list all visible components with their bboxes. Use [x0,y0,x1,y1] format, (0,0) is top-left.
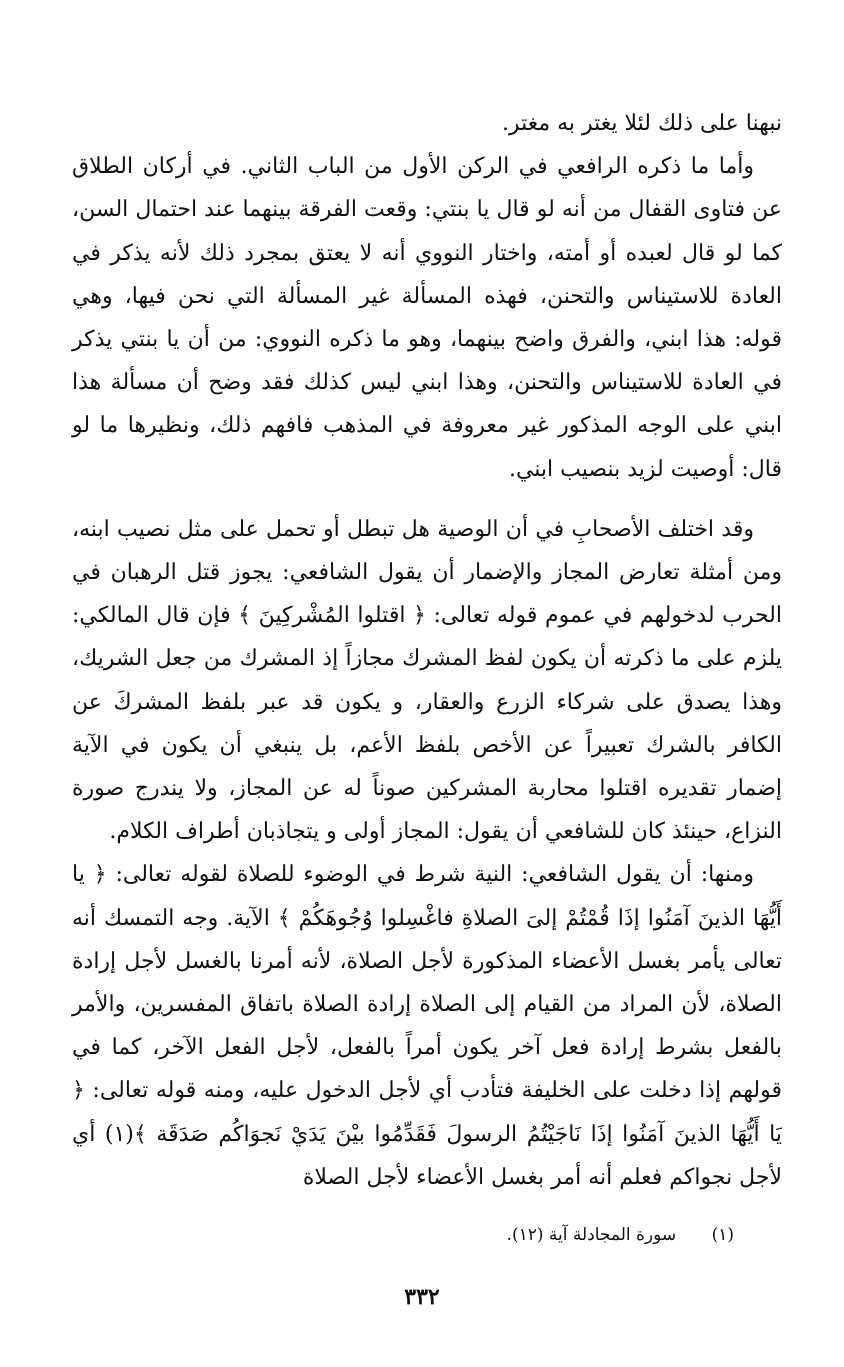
footnote-number: (١) [711,1225,734,1245]
page-body [72,102,782,1199]
paragraph-majaz-idmar: وقد اختلف الأصحابِ في أن الوصية هل تبطل أو تحمل على مثل نصيب ابنه، ومن أمثلة تعارض المجاز والإضمار أن يقول الشافعي: يجوز قتل الرهبان في الحرب لدخولهم في عموم قوله تعالى: ﴿ اقتلوا المُشْركِينَ ﴾ فإن قال المالكي: يلزم على ما ذكرته أن يكون لفظ المشرك مجازاً إذ المشرك من جعل الشريك، وهذا يصدق على شركاء الزرع والعقار، و يكون قد عبر بلفظ المشركَ عن الكافر بالشرك تعبيراً عن الأخص بلفظ الأعم، بل ينبغي أن يكون في الآية إضمار تقديره اقتلوا محاربة المشركين صوناً له عن المجاز، ولا يندرج صورة النزاع، حينئذ كان للشافعي أن يقول: المجاز أولى و يتجاذبان أطراف الكلام. [72,516,782,845]
footnote-text: سورة المجادلة آية (١٢). [506,1225,677,1245]
paragraph-rafii: وأما ما ذكره الرافعي في الركن الأول من الباب الثاني. في أركان الطلاق عن فتاوى القفال من أنه لو قال يا بنتي: وقعت الفرقة بينهما عند احتمال السن، كما لو قال لعبده أو أمته، واختار النووي أنه لا يعتق بمجرد ذلك لأنه يذكر في العادة للاستيناس والتحنن، فهذه المسألة غير المسألة التي نحن فيها، وهي قوله: هذا ابني، والفرق واضح بينهما، وهو ما ذكره النووي: من أن يا بنتي يذكر في العادة للاستيناس والتحنن، وهذا ابني ليس كذلك فقد وضح أن مسألة هذا ابني على الوجه المذكور غير معروفة في المذهب فافهم ذلك، ونظيرها ما لو قال: أوصيت لزيد بنصيب ابني. [72,154,782,482]
paragraph-niyya-wudu: ومنها: أن يقول الشافعي: النية شرط في الوضوء للصلاة لقوله تعالى: ﴿ يا أَيُّهَا الذينَ آمَنُوا إذَا قُمْتُمْ إلىَ الصلاةِ فاغْسِلوا وُجُوهَكُمْ ﴾ الآية. وجه التمسك أنه تعالى يأمر بغسل الأعضاء المذكورة لأجل الصلاة، لأنه أمرنا بالغسل لأجل إرادة الصلاة، لأن المراد من القيام إلى الصلاة إرادة الصلاة باتفاق المفسرين، والأمر بالفعل بشرط إرادة فعل آخر يكون أمراً بالفعل، لأجل الفعل الآخر، كما في قولهم إذا دخلت على الخليفة فتأدب أي لأجل الدخول عليه، ومنه قوله تعالى: ﴿ يَا أَيُّهَا الذينَ آمَنُوا إذَا نَاجَيْتُمُ الرسولَ فَقَدِّمُوا بيْنَ يَدَيْ نَجوَاكُم صَدَقَة ﴾(١) أي لأجل نجواكم فعلم أنه أمر بغسل الأعضاء لأجل الصلاة [72,862,782,1190]
footnote [507,1220,734,1250]
page-number: ٣٣٢ [404,1284,440,1310]
paragraph-continuation: نبهنا على ذلك لئلا يغتر به مغتر. [501,111,782,136]
